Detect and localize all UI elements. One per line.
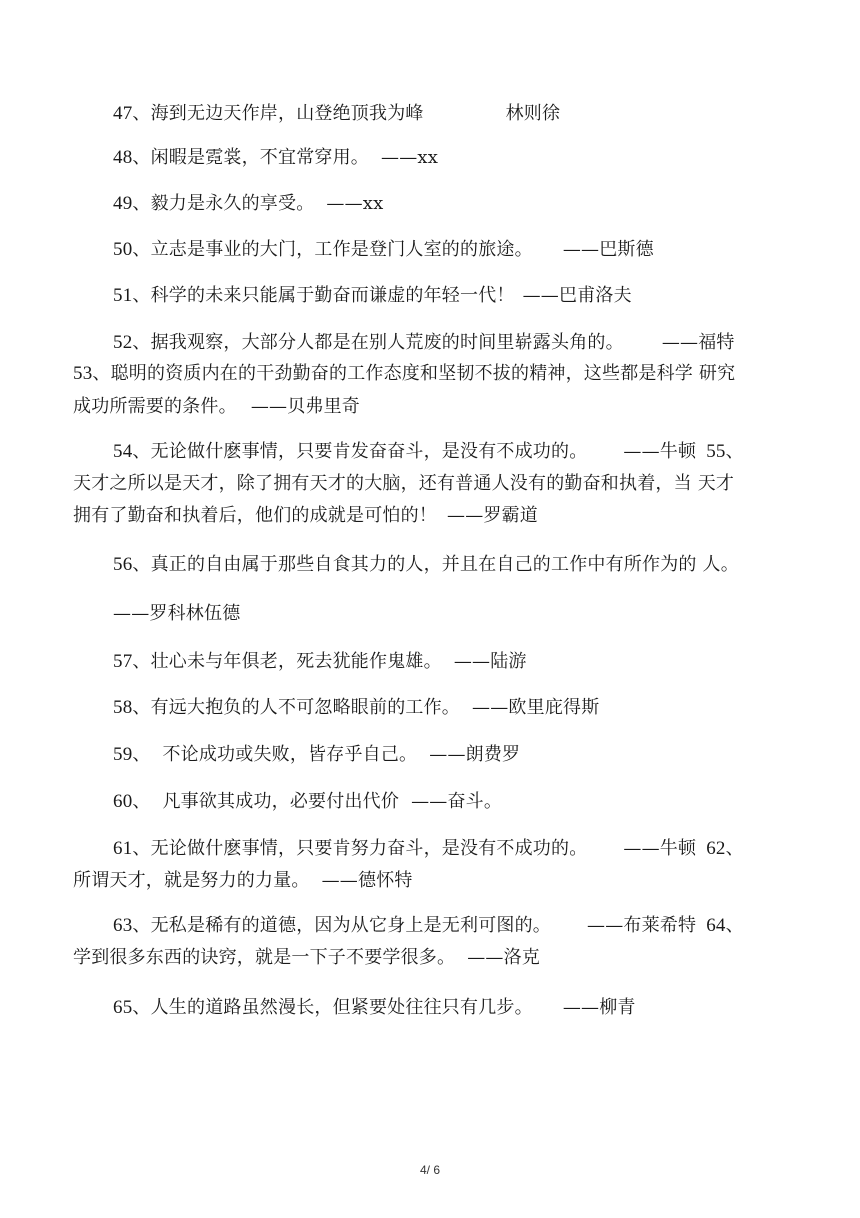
quote-text: 、 不论成功或失败，皆存乎自己。 — [132, 744, 418, 765]
quote-text: 、壮心未与年俱老，死去犹能作鬼雄。 — [132, 651, 442, 672]
quote-text: 、无论做什麽事情，只要肯发奋奋斗，是没有不成功的。 — [132, 441, 588, 462]
quote-text: 、立志是事业的大门，工作是登门人室的的旅途。 — [132, 239, 533, 260]
quote-text: 所谓天才，就是努力的力量。 — [73, 870, 310, 891]
quote-number: 50 — [113, 239, 133, 260]
quote-number: 58 — [113, 697, 133, 718]
quote-text: 、 — [725, 915, 744, 936]
quote-number: 61 — [113, 838, 133, 859]
quote-number: 55 — [706, 441, 726, 462]
quote-61 — [113, 837, 744, 861]
quote-number: 62 — [706, 838, 726, 859]
quote-62 — [73, 869, 413, 893]
quote-number: 57 — [113, 651, 133, 672]
quote-55-continued — [73, 504, 538, 528]
quote-number: 53 — [73, 363, 93, 384]
quote-number: 47 — [113, 103, 133, 124]
quote-author: ——巴甫洛夫 — [522, 285, 632, 306]
quote-51 — [113, 284, 632, 308]
quote-author: 林则徐 — [505, 103, 561, 124]
quote-60 — [113, 790, 502, 814]
quote-text: 、聪明的资质内在的干劲勤奋的工作态度和坚韧不拔的精神，这些都是科学 研究 — [92, 363, 736, 384]
quote-49 — [113, 192, 384, 216]
quote-59 — [113, 743, 520, 767]
quote-text: 、无私是稀有的道德，因为从它身上是无利可图的。 — [132, 915, 552, 936]
quote-author: ——牛顿 — [623, 838, 697, 859]
quote-text: 、海到无边天作岸，山登绝顶我为峰 — [132, 103, 424, 124]
quote-47 — [113, 102, 560, 126]
quote-65 — [113, 996, 636, 1020]
quote-author: ——贝弗里奇 — [250, 396, 361, 417]
quote-number: 51 — [113, 285, 133, 306]
quote-text: 学到很多东西的诀窍，就是一下子不要学很多。 — [73, 947, 456, 968]
quote-author: ——奋斗。 — [411, 791, 503, 812]
quote-text: 、 — [725, 441, 744, 462]
quote-number: 56 — [113, 554, 133, 575]
quote-48 — [113, 146, 438, 170]
quote-author: ——欧里庇得斯 — [472, 697, 600, 718]
quote-author: ——布莱希特 — [587, 915, 697, 936]
quote-56-author — [113, 602, 240, 626]
quote-text: 、人生的道路虽然漫长，但紧要处往往只有几步。 — [132, 997, 533, 1018]
quote-57 — [113, 650, 527, 674]
quote-author: ——罗科林伍德 — [113, 603, 241, 624]
quote-text: 、 凡事欲其成功，必要付出代价 — [132, 791, 400, 812]
quote-author: ——洛克 — [467, 947, 541, 968]
quote-author: ——福特 — [661, 332, 735, 353]
quote-number: 48 — [113, 147, 133, 168]
quote-author: ——牛顿 — [623, 441, 697, 462]
quote-number: 59 — [113, 744, 133, 765]
quote-number: 65 — [113, 997, 133, 1018]
quote-author: ——陆游 — [453, 651, 527, 672]
quote-50 — [113, 238, 654, 262]
quote-55 — [73, 472, 734, 496]
quote-text: 、有远大抱负的人不可忽略眼前的工作。 — [132, 697, 461, 718]
quote-author: ——朗费罗 — [429, 744, 521, 765]
quote-text: 成功所需要的条件。 — [73, 396, 237, 417]
quote-text: 、 — [725, 838, 744, 859]
quote-text: 、无论做什麽事情，只要肯努力奋斗，是没有不成功的。 — [132, 838, 588, 859]
quote-52 — [113, 331, 735, 355]
quote-53-continued — [73, 395, 360, 419]
quote-author: ——巴斯德 — [562, 239, 654, 260]
quote-number: 60 — [113, 791, 133, 812]
quote-author: ——xx — [381, 147, 439, 168]
quote-number: 52 — [113, 332, 133, 353]
quote-text: 、毅力是永久的享受。 — [132, 193, 315, 214]
quote-63 — [113, 914, 744, 938]
quote-author: ——柳青 — [562, 997, 636, 1018]
quote-56 — [113, 553, 739, 577]
quote-author: ——德怀特 — [321, 870, 413, 891]
quote-53 — [73, 362, 735, 386]
quote-number: 63 — [113, 915, 133, 936]
quote-text: 、科学的未来只能属于勤奋而谦虚的年轻一代！ — [132, 285, 515, 306]
quote-author: ——罗霸道 — [447, 505, 538, 526]
quote-text: 、据我观察，大部分人都是在别人荒废的时间里崭露头角的。 — [132, 332, 624, 353]
quote-64 — [73, 946, 540, 970]
quote-text: 拥有了勤奋和执着后，他们的成就是可怕的！ — [73, 505, 437, 526]
quote-58 — [113, 696, 599, 720]
quote-number: 64 — [706, 915, 726, 936]
quote-number: 54 — [113, 441, 133, 462]
page-number: 4/ 6 — [419, 1163, 440, 1177]
quote-number: 49 — [113, 193, 133, 214]
quote-54 — [113, 440, 744, 464]
quote-text: 天才之所以是天才，除了拥有天才的大脑，还有普通人没有的勤奋和执着，当 天才 — [73, 473, 735, 494]
quote-author: ——xx — [326, 193, 384, 214]
quote-text: 、闲暇是霓裳，不宜常穿用。 — [132, 147, 370, 168]
quote-text: 、真正的自由属于那些自食其力的人，并且在自己的工作中有所作为的 人。 — [132, 554, 739, 575]
